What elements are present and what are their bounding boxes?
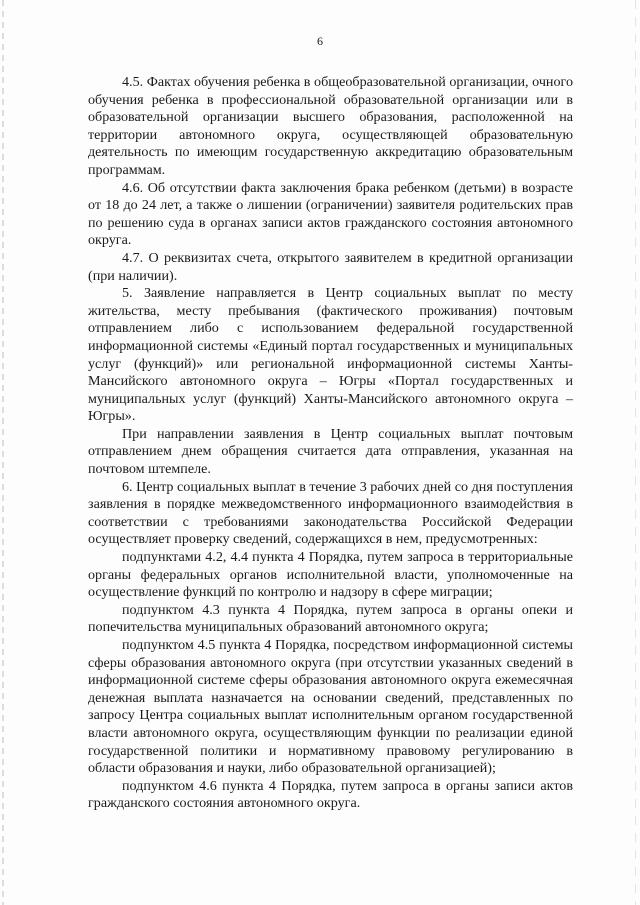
- paragraph-6-item-4-2-4-4: подпунктами 4.2, 4.4 пункта 4 Порядка, путем запроса в территориальные органы федеральных органов исполнительной власти, уполномоченные на осуществление функций по контролю и надзору в сфере миграции;: [88, 549, 573, 601]
- paragraph-6: 6. Центр социальных выплат в течение 3 рабочих дней со дня поступления заявления в порядке межведомственного информационного взаимодействия в соответствии с требованиями законодательства Российской Федерации осуществляет проверку сведений, содержащихся в нем, предусмотренных:: [88, 478, 573, 548]
- paragraph-5: 5. Заявление направляется в Центр социальных выплат по месту жительства, месту пребывания (фактического проживания) почтовым отправлением либо с использованием федеральной государственной информационной системы «Единый портал государственных и муниципальных услуг (функций)» или региональной информационной системы Ханты-Мансийского автономного округа – Югры «Портал государственных и муниципальных услуг (функций) Ханты-Мансийского автономного округа – Югры».: [88, 285, 573, 425]
- paragraph-4-7: 4.7. О реквизитах счета, открытого заявителем в кредитной организации (при наличии).: [88, 249, 573, 284]
- paragraph-6-item-4-5: подпунктом 4.5 пункта 4 Порядка, посредством информационной системы сферы образования автономного округа (при отсутствии указанных сведений в информационной системе сферы образования автономного округа ежемесячная денежная выплата назначается на основании сведений, представленных по запросу Центра социальных выплат исполнительным органом государственной власти автономного округа, осуществляющим функции по реализации единой государственной политики и нормативному правовому регулированию в области образования и науки, либо образовательной организацией);: [88, 637, 573, 777]
- scan-edge-right: [635, 0, 636, 905]
- paragraph-6-item-4-3: подпунктом 4.3 пункта 4 Порядка, путем запроса в органы опеки и попечительства муниципальных образований автономного округа;: [88, 601, 573, 636]
- document-body: [88, 74, 573, 813]
- paragraph-4-5: 4.5. Фактах обучения ребенка в общеобразовательной организации, очного обучения ребенка в профессиональной образовательной организации или в образовательной организации высшего образования, расположенной на территории автономного округа, осуществляющей образовательную деятельность по имеющим государственную аккредитацию образовательным программам.: [88, 74, 573, 178]
- paragraph-6-item-4-6: подпунктом 4.6 пункта 4 Порядка, путем запроса в органы записи актов гражданского состояния автономного округа.: [88, 777, 573, 812]
- page-number: 6: [317, 34, 323, 48]
- paragraph-postal-date: При направлении заявления в Центр социальных выплат почтовым отправлением днем обращения считается дата отправления, указанная на почтовом штемпеле.: [88, 425, 573, 478]
- paragraph-4-6: 4.6. Об отсутствии факта заключения брака ребенком (детьми) в возрасте от 18 до 24 лет, а также о лишении (ограничении) заявителя родительских прав по решению суда в органах записи актов гражданского состояния автономного округа.: [88, 179, 573, 249]
- scan-edge-left: [2, 0, 4, 905]
